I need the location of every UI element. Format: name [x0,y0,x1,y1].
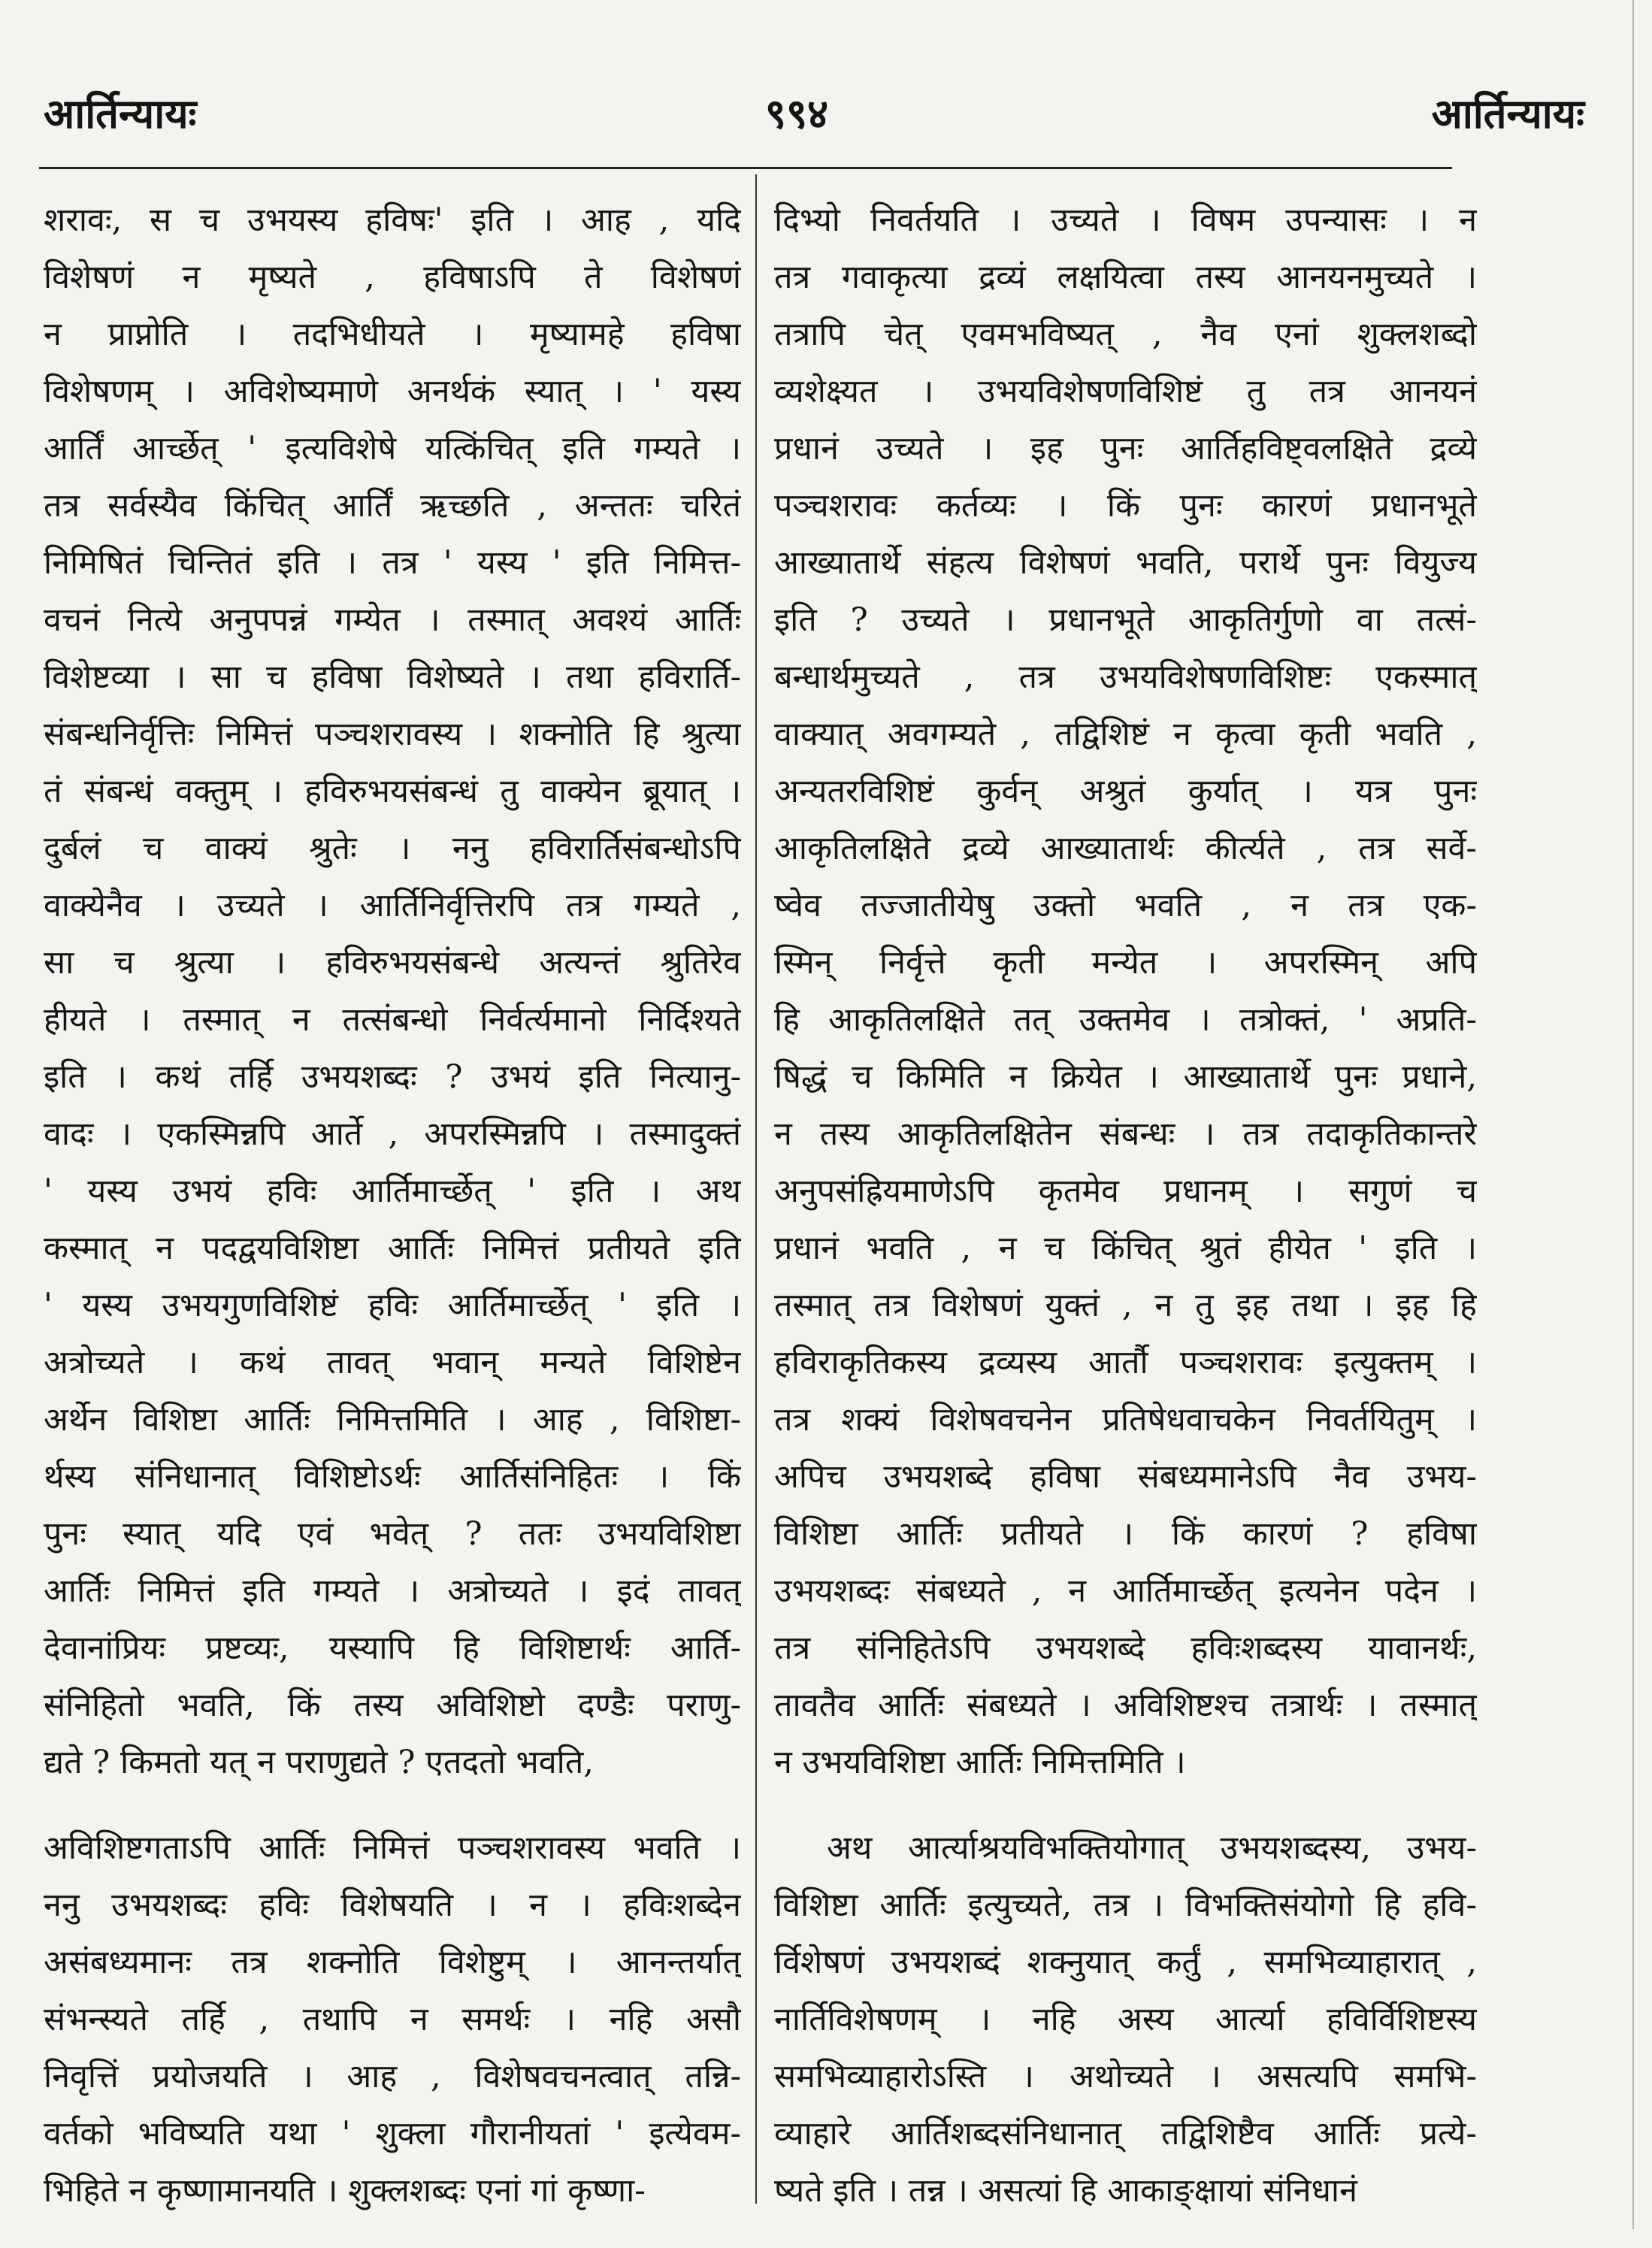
running-title-left: आर्तिन्यायः [44,89,197,138]
text-line: वाक्येनैव । उच्यते । आर्तिनिर्वृत्तिरपि तत्र गम्यते , [44,887,741,924]
right-column [774,192,1477,2248]
text-line: संबन्धनिर्वृत्तिः निमित्तं पञ्चशरावस्य । शक्नोति हि श्रुत्या [44,716,741,753]
text-line: निवृत्तिं प्रयोजयति । आह , विशेषवचनत्वात् तन्नि- [44,2058,741,2095]
text-line: समभिव्याहारोऽस्ति । अथोच्यते । असत्यपि समभि- [774,2058,1477,2095]
text-line: अर्थेन विशिष्टा आर्तिः निमित्तमिति । आह , विशिष्टा- [44,1401,741,1439]
text-line: विशेषणम् । अविशेष्यमाणे अनर्थकं स्यात् । ' यस्य [44,373,741,410]
scan-margin-edge [1632,0,1634,2229]
text-line: विशेषणं न मृष्यते , हविषाऽपि ते विशेषणं [44,259,741,296]
text-line: प्रधानं भवति , न च किंचित् श्रुतं हीयेत ' इति । [774,1230,1477,1267]
column-divider [755,174,757,2204]
text-line: हीयते । तस्मात् न तत्संबन्धो निर्वर्त्यमानो निर्दिश्यते [44,1001,741,1039]
paragraph [774,1820,1477,2219]
text-line: संनिहितो भवति, किं तस्य अविशिष्टो दण्डैः पराणु- [44,1687,741,1724]
text-line: तस्मात् तत्र विशेषणं युक्तं , न तु इह तथा । इह हि [774,1287,1477,1324]
text-line: तं संबन्धं वक्तुम् । हविरुभयसंबन्धं तु वाक्येन ब्रूयात् । [44,773,741,810]
text-line: दिभ्यो निवर्तयति । उच्यते । विषम उपन्यासः । न [774,201,1477,239]
text-line: ष्वेव तज्जातीयेषु उक्तो भवति , न तत्र एक- [774,887,1477,924]
text-line: भिहिते न कृष्णामानयति । शुक्लशब्दः एनां गां कृष्णा- [44,2172,646,2210]
paragraph [774,192,1477,1791]
text-line: तत्र संनिहितेऽपि उभयशब्दे हविःशब्दस्य यावानर्थः, [774,1629,1477,1667]
left-column [44,192,741,2248]
text-line: तत्रापि चेत् एवमभविष्यत् , नैव एनां शुक्लशब्दो [774,316,1477,353]
text-line: र्थस्य संनिधानात् विशिष्टोऽर्थः आर्तिसंनिहितः । किं [44,1458,741,1496]
text-line: पुनः स्यात् यदि एवं भवेत् ? ततः उभयविशिष्टा [44,1515,741,1553]
text-line: व्याहारे आर्तिशब्दसंनिधानात् तद्विशिष्टैव आर्तिः प्रत्ये- [774,2115,1477,2153]
text-line: स्मिन् निर्वृत्ते कृती मन्येत । अपरस्मिन् अपि [774,944,1477,982]
text-line: हि आकृतिलक्षिते तत् उक्तमेव । तत्रोक्तं, ' अप्रति- [774,1001,1477,1039]
text-line: वाक्यात् अवगम्यते , तद्विशिष्टं न कृत्वा कृती भवति , [774,716,1477,753]
paragraph [44,192,741,1791]
text-line: बन्धार्थमुच्यते , तत्र उभयविशेषणविशिष्टः एकस्मात् [774,658,1477,696]
text-line: षिद्धं च किमिति न क्रियेत । आख्यातार्थे पुनः प्रधाने, [774,1058,1477,1096]
text-line: पञ्चशरावः कर्तव्यः । किं पुनः कारणं प्रधानभूते [774,487,1477,525]
text-line: आर्तिं आर्च्छेत् ' इत्यविशेषे यत्किंचित् इति गम्यते । [44,430,741,467]
text-line: र्विशेषणं उभयशब्दं शक्नुयात् कर्तुं , समभिव्याहारात् , [774,1944,1477,1981]
text-line: विशेष्टव्या । सा च हविषा विशेष्यते । तथा हविरार्ति- [44,658,741,696]
text-line: तत्र शक्यं विशेषवचनेन प्रतिषेधवाचकेन निवर्तयितुम् । [774,1401,1477,1439]
text-line: उभयशब्दः संबध्यते , न आर्तिमार्च्छेत् इत्यनेन पदेन । [774,1572,1477,1610]
text-line: अथ आर्त्याश्रयविभक्तियोगात् उभयशब्दस्य, उभय- [827,1829,1477,1867]
text-line: कस्मात् न पदद्वयविशिष्टा आर्तिः निमित्तं प्रतीयते इति [44,1230,741,1267]
text-line: अपिच उभयशब्दे हविषा संबध्यमानेऽपि नैव उभय- [774,1458,1477,1496]
text-line: संभन्स्यते तर्हि , तथापि न समर्थः । नहि असौ [44,2001,741,2038]
text-line: ' यस्य उभयं हविः आर्तिमार्च्छेत् ' इति । अथ [44,1172,741,1210]
text-line: न प्राप्नोति । तदभिधीयते । मृष्यामहे हविषा [44,316,741,353]
header-rule [39,167,1452,169]
paragraph [44,1820,741,2219]
text-line: निमिषितं चिन्तितं इति । तत्र ' यस्य ' इति निमित्त- [44,544,741,582]
text-line: आख्यातार्थे संहत्य विशेषणं भवति, परार्थे पुनः वियुज्य [774,544,1477,582]
text-line: ष्यते इति । तन्न । असत्यां हि आकाङ्क्षायां संनिधानं [774,2172,1357,2210]
text-line: तत्र सर्वस्यैव किंचित् आर्तिं ऋच्छति , अन्ततः चरितं [44,487,741,525]
text-line: नार्तिविशेषणम् । नहि अस्य आर्त्या हविर्विशिष्टस्य [774,2001,1477,2038]
text-line: विशिष्टा आर्तिः प्रतीयते । किं कारणं ? हविषा [774,1515,1477,1553]
text-line: तावतैव आर्तिः संबध्यते । अविशिष्टश्च तत्रार्थः । तस्मात् [774,1687,1477,1724]
page-number: ९९४ [764,89,829,138]
text-line: अत्रोच्यते । कथं तावत् भवान् मन्यते विशिष्टेन [44,1344,741,1381]
text-line: द्यते ? किमतो यत् न पराणुद्यते ? एतदतो भवति, [44,1744,594,1781]
text-line: वर्तको भविष्यति यथा ' शुक्ला गौरानीयतां ' इत्येवम- [44,2115,741,2153]
text-line: न उभयविशिष्टा आर्तिः निमित्तमिति । [774,1744,1186,1781]
text-line: इति । कथं तर्हि उभयशब्दः ? उभयं इति नित्यानु- [44,1058,741,1096]
text-line: दुर्बलं च वाक्यं श्रुतेः । ननु हविरार्तिसंबन्धोऽपि [44,830,741,867]
text-line: व्यशेक्ष्यत । उभयविशेषणविशिष्टं तु तत्र आनयनं [774,373,1477,410]
text-line: असंबध्यमानः तत्र शक्नोति विशेष्टुम् । आनन्तर्यात् [44,1944,741,1981]
text-line: शरावः, स च उभयस्य हविषः' इति । आह , यदि [44,201,741,239]
text-line: आकृतिलक्षिते द्रव्ये आख्यातार्थः कीर्त्यते , तत्र सर्वे- [774,830,1477,867]
text-line: सा च श्रुत्या । हविरुभयसंबन्धे अत्यन्तं श्रुतिरेव [44,944,741,982]
text-line: अनुपसंह्रियमाणेऽपि कृतमेव प्रधानम् । सगुणं च [774,1172,1477,1210]
text-line: ' यस्य उभयगुणविशिष्टं हविः आर्तिमार्च्छेत् ' इति । [44,1287,741,1324]
text-line: वचनं नित्ये अनुपपन्नं गम्येत । तस्मात् अवश्यं आर्तिः [44,601,741,639]
text-line: विशिष्टा आर्तिः इत्युच्यते, तत्र । विभक्तिसंयोगो हि हवि- [774,1886,1477,1924]
text-line: तत्र गवाकृत्या द्रव्यं लक्षयित्वा तस्य आनयनमुच्यते । [774,259,1477,296]
text-line: आर्तिः निमित्तं इति गम्यते । अत्रोच्यते । इदं तावत् [44,1572,741,1610]
text-line: हविराकृतिकस्य द्रव्यस्य आर्तौ पञ्चशरावः इत्युक्तम् । [774,1344,1477,1381]
text-line: अन्यतरविशिष्टं कुर्वन् अश्रुतं कुर्यात् । यत्र पुनः [774,773,1477,810]
text-line: इति ? उच्यते । प्रधानभूते आकृतिर्गुणो वा तत्सं- [774,601,1477,639]
text-line: प्रधानं उच्यते । इह पुनः आर्तिहविष्ट्वलक्षिते द्रव्ये [774,430,1477,467]
text-line: देवानांप्रियः प्रष्टव्यः, यस्यापि हि विशिष्टार्थः आर्ति- [44,1629,741,1667]
running-title-right: आर्तिन्यायः [1431,89,1584,138]
text-line: अविशिष्टगताऽपि आर्तिः निमित्तं पञ्चशरावस्य भवति । [44,1829,741,1867]
text-line: वादः । एकस्मिन्नपि आर्ते , अपरस्मिन्नपि । तस्मादुक्तं [44,1115,741,1153]
text-line: न तस्य आकृतिलक्षितेन संबन्धः । तत्र तदाकृतिकान्तरे [774,1115,1477,1153]
text-line: ननु उभयशब्दः हविः विशेषयति । न । हविःशब्देन [44,1886,741,1924]
